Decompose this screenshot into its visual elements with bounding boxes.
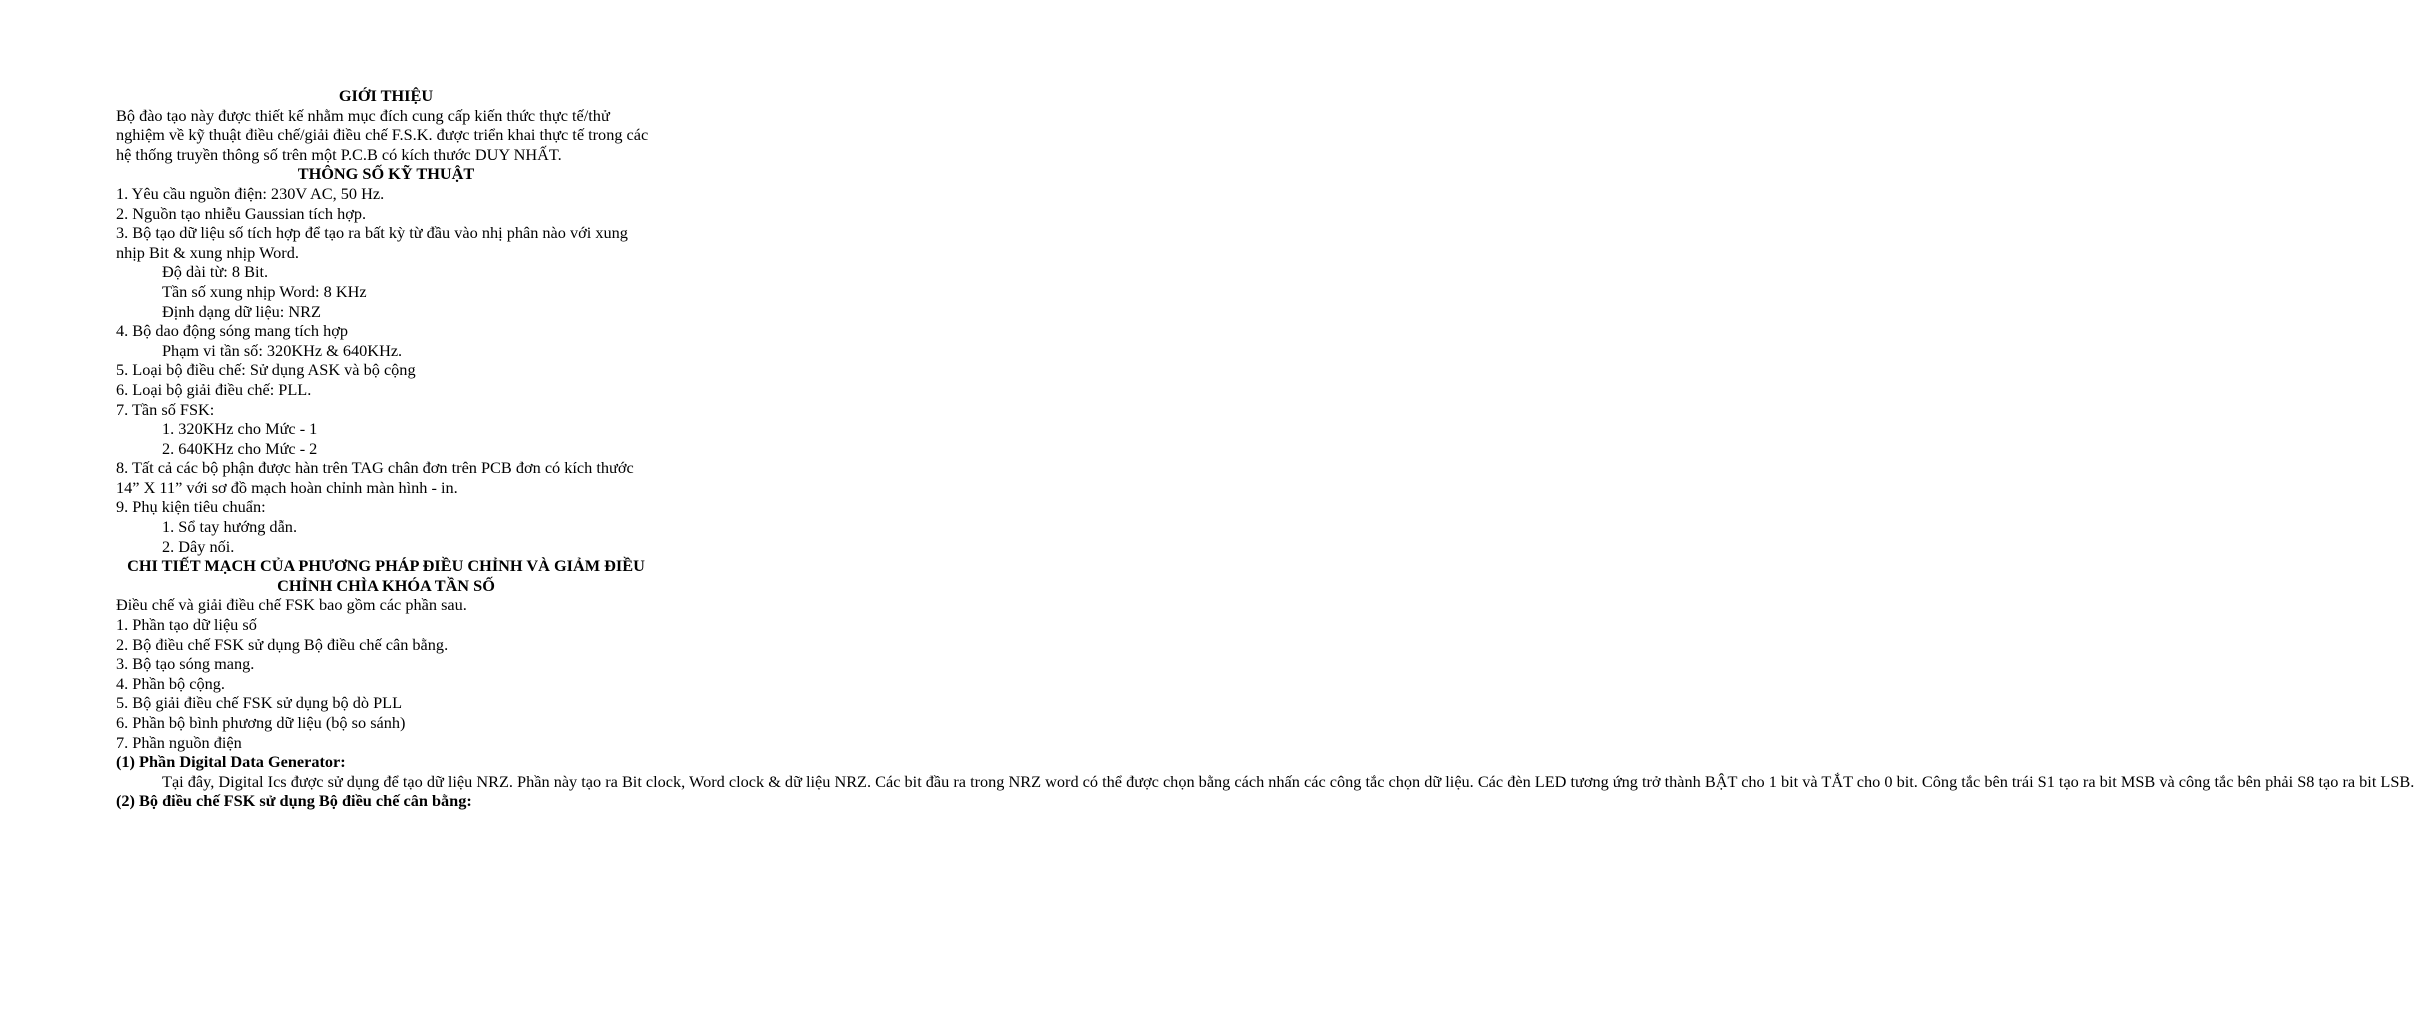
- part-item-7: 7. Phần nguồn điện: [116, 732, 242, 752]
- section-2-heading: (2) Bộ điều chế FSK sử dụng Bộ điều chế cân bằng:: [116, 791, 472, 811]
- section-1-body: Tại đây, Digital Ics được sử dụng để tạo dữ liệu NRZ. Phần này tạo ra Bit clock, Word clock & dữ liệu NRZ. Các bit đầu ra trong NRZ word có thể được chọn bằng cách nhấn các công tắc chọn dữ liệu. Các đèn LED tương ứng trở thành BẬT cho 1 bit và TẮT cho 0 bit. Công tắc bên trái S1 tạo ra bit MSB và công tắc bên phải S8 tạo ra bit LSB.: [162, 771, 2414, 791]
- spec-item-8: 8. Tất cả các bộ phận được hàn trên TAG chân đơn trên PCB đơn có kích thước 14” X 11” với sơ đồ mạch hoàn chỉnh màn hình - in.: [116, 458, 634, 497]
- spec-item-4a: Phạm vi tần số: 320KHz & 640KHz.: [162, 340, 403, 360]
- part-item-5: 5. Bộ giải điều chế FSK sử dụng bộ dò PLL: [116, 693, 403, 713]
- part-item-3: 3. Bộ tạo sóng mang.: [116, 654, 255, 674]
- document-page: [116, 86, 2414, 811]
- spec-item-7a: 1. 320KHz cho Mức - 1: [162, 419, 318, 439]
- spec-item-3b: Tần số xung nhịp Word: 8 KHz: [162, 281, 367, 301]
- circuit-intro: Điều chế và giải điều chế FSK bao gồm các phần sau.: [116, 595, 467, 615]
- part-item-1: 1. Phần tạo dữ liệu số: [116, 615, 257, 635]
- spec-item-3: 3. Bộ tạo dữ liệu số tích hợp để tạo ra bất kỳ từ đầu vào nhị phân nào với xung nhịp Bit & xung nhịp Word.: [116, 223, 628, 262]
- spec-item-9b: 2. Dây nối.: [162, 536, 235, 556]
- circuit-heading: CHI TIẾT MẠCH CỦA PHƯƠNG PHÁP ĐIỀU CHỈNH VÀ GIẢM ĐIỀU CHỈNH CHÌA KHÓA TẦN SỐ: [127, 556, 645, 595]
- spec-item-6: 6. Loại bộ giải điều chế: PLL.: [116, 379, 312, 399]
- spec-item-4: 4. Bộ dao động sóng mang tích hợp: [116, 321, 349, 341]
- spec-item-3c: Định dạng dữ liệu: NRZ: [162, 301, 321, 321]
- page-title: GIỚI THIỆU: [338, 86, 434, 105]
- part-item-4: 4. Phần bộ cộng.: [116, 673, 225, 693]
- section-1-heading: (1) Phần Digital Data Generator:: [116, 752, 346, 772]
- part-item-2: 2. Bộ điều chế FSK sử dụng Bộ điều chế cân bằng.: [116, 634, 449, 654]
- spec-item-3a: Độ dài từ: 8 Bit.: [162, 262, 269, 282]
- part-item-6: 6. Phần bộ bình phương dữ liệu (bộ so sánh): [116, 713, 406, 732]
- spec-item-7b: 2. 640KHz cho Mức - 2: [162, 438, 318, 458]
- intro-paragraph: Bộ đào tạo này được thiết kế nhằm mục đích cung cấp kiến thức thực tế/thử nghiệm về kỹ thuật điều chế/giải điều chế F.S.K. được triển khai thực tế trong các hệ thống truyền thông số trên một P.C.B có kích thước DUY NHẤT.: [116, 105, 649, 164]
- spec-item-7: 7. Tần số FSK:: [116, 399, 215, 419]
- specs-heading: THÔNG SỐ KỸ THUẬT: [297, 164, 475, 184]
- spec-item-9a: 1. Sổ tay hướng dẫn.: [162, 517, 298, 537]
- spec-item-1: 1. Yêu cầu nguồn điện: 230V AC, 50 Hz.: [116, 183, 385, 203]
- spec-item-2: 2. Nguồn tạo nhiễu Gaussian tích hợp.: [116, 203, 367, 223]
- spec-item-5: 5. Loại bộ điều chế: Sử dụng ASK và bộ cộng: [116, 360, 416, 380]
- spec-item-9: 9. Phụ kiện tiêu chuẩn:: [116, 497, 266, 517]
